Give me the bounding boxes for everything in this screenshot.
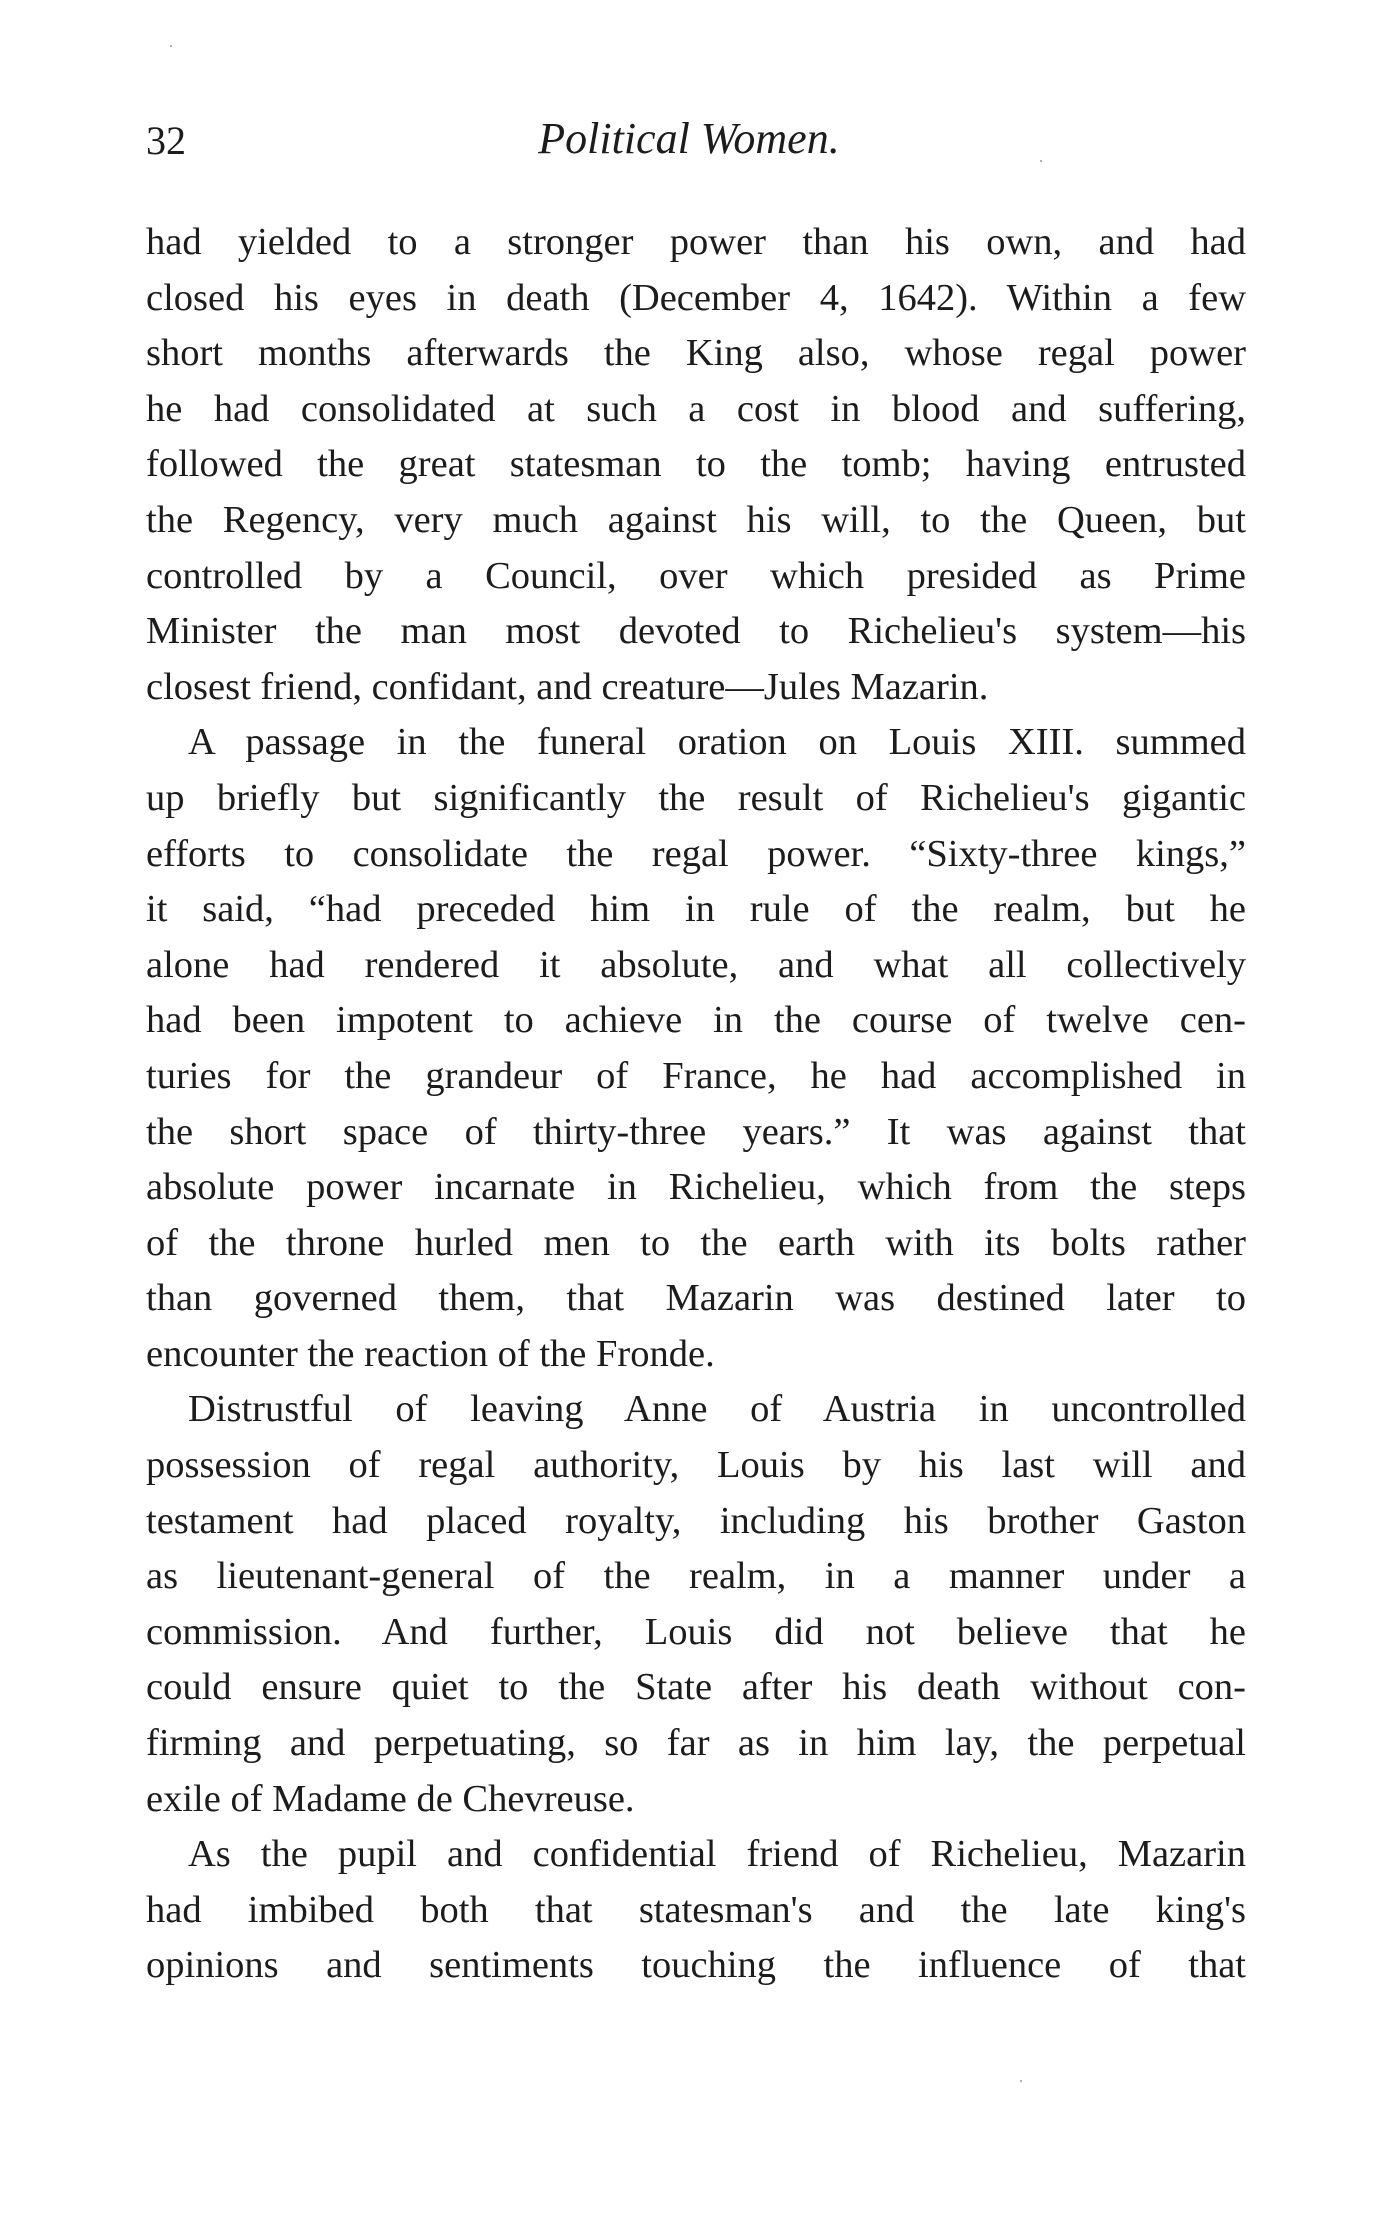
paragraph: [146, 1382, 1246, 1827]
text-line: had been impotent to achieve in the course of twelve cen-: [146, 999, 1246, 1042]
text-line: followed the great statesman to the tomb; having entrusted: [146, 443, 1246, 486]
text-line: testament had placed royalty, including his brother Gaston: [146, 1499, 1246, 1542]
text-line: had yielded to a stronger power than his own, and had: [146, 221, 1246, 263]
text-line: controlled by a Council, over which presided as Prime: [146, 554, 1246, 597]
text-line: Minister the man most devoted to Richelieu's system—his: [146, 610, 1246, 653]
text-line: short months afterwards the King also, whose regal power: [146, 332, 1246, 375]
text-line: the short space of thirty-three years.” It was against that: [146, 1110, 1246, 1153]
text-line: closed his eyes in death (December 4, 1642). Within a few: [146, 276, 1246, 319]
text-line: of the throne hurled men to the earth with its bolts rather: [146, 1221, 1246, 1264]
running-title: [0, 112, 1384, 166]
text-line: opinions and sentiments touching the influence of that: [146, 1944, 1246, 1987]
text-line: alone had rendered it absolute, and what all collectively: [146, 943, 1246, 986]
text-line: as lieutenant-general of the realm, in a manner under a: [146, 1555, 1246, 1598]
text-line: absolute power incarnate in Richelieu, which from the steps: [146, 1166, 1246, 1209]
page-number: 32: [146, 118, 186, 163]
running-title-text: Political Women.: [538, 114, 840, 163]
scan-speck: [170, 45, 172, 47]
text-line: than governed them, that Mazarin was destined later to: [146, 1277, 1246, 1320]
scan-speck: [1020, 2080, 1022, 2082]
text-line: had imbibed both that statesman's and the late king's: [146, 1888, 1246, 1931]
text-line: it said, “had preceded him in rule of the realm, but he: [146, 888, 1246, 931]
text-line: encounter the reaction of the Fronde.: [146, 1332, 715, 1375]
text-line: Distrustful of leaving Anne of Austria in uncontrolled: [188, 1388, 1246, 1431]
paragraph: [146, 1827, 1246, 1994]
text-line: closest friend, confidant, and creature—Jules Mazarin.: [146, 665, 989, 708]
text-line: up briefly but significantly the result of Richelieu's gigantic: [146, 776, 1246, 819]
text-line: turies for the grandeur of France, he had accomplished in: [146, 1054, 1246, 1097]
body-text: [146, 215, 1246, 1994]
paragraph: [146, 715, 1246, 1382]
text-line: possession of regal authority, Louis by his last will and: [146, 1444, 1246, 1487]
text-line: exile of Madame de Chevreuse.: [146, 1777, 635, 1820]
text-line: he had consolidated at such a cost in blood and suffering,: [146, 387, 1246, 430]
scan-speck: [1040, 160, 1042, 162]
text-line: could ensure quiet to the State after his death without con-: [146, 1666, 1246, 1709]
text-line: commission. And further, Louis did not believe that he: [146, 1610, 1246, 1653]
text-line: A passage in the funeral oration on Louis XIII. summed: [188, 721, 1246, 764]
paragraph: [146, 215, 1246, 715]
text-line: efforts to consolidate the regal power. “Sixty-three kings,”: [146, 832, 1246, 875]
text-line: As the pupil and confidential friend of Richelieu, Mazarin: [188, 1833, 1246, 1876]
text-line: firming and perpetuating, so far as in him lay, the perpetual: [146, 1722, 1246, 1765]
text-line: the Regency, very much against his will, to the Queen, but: [146, 498, 1246, 541]
